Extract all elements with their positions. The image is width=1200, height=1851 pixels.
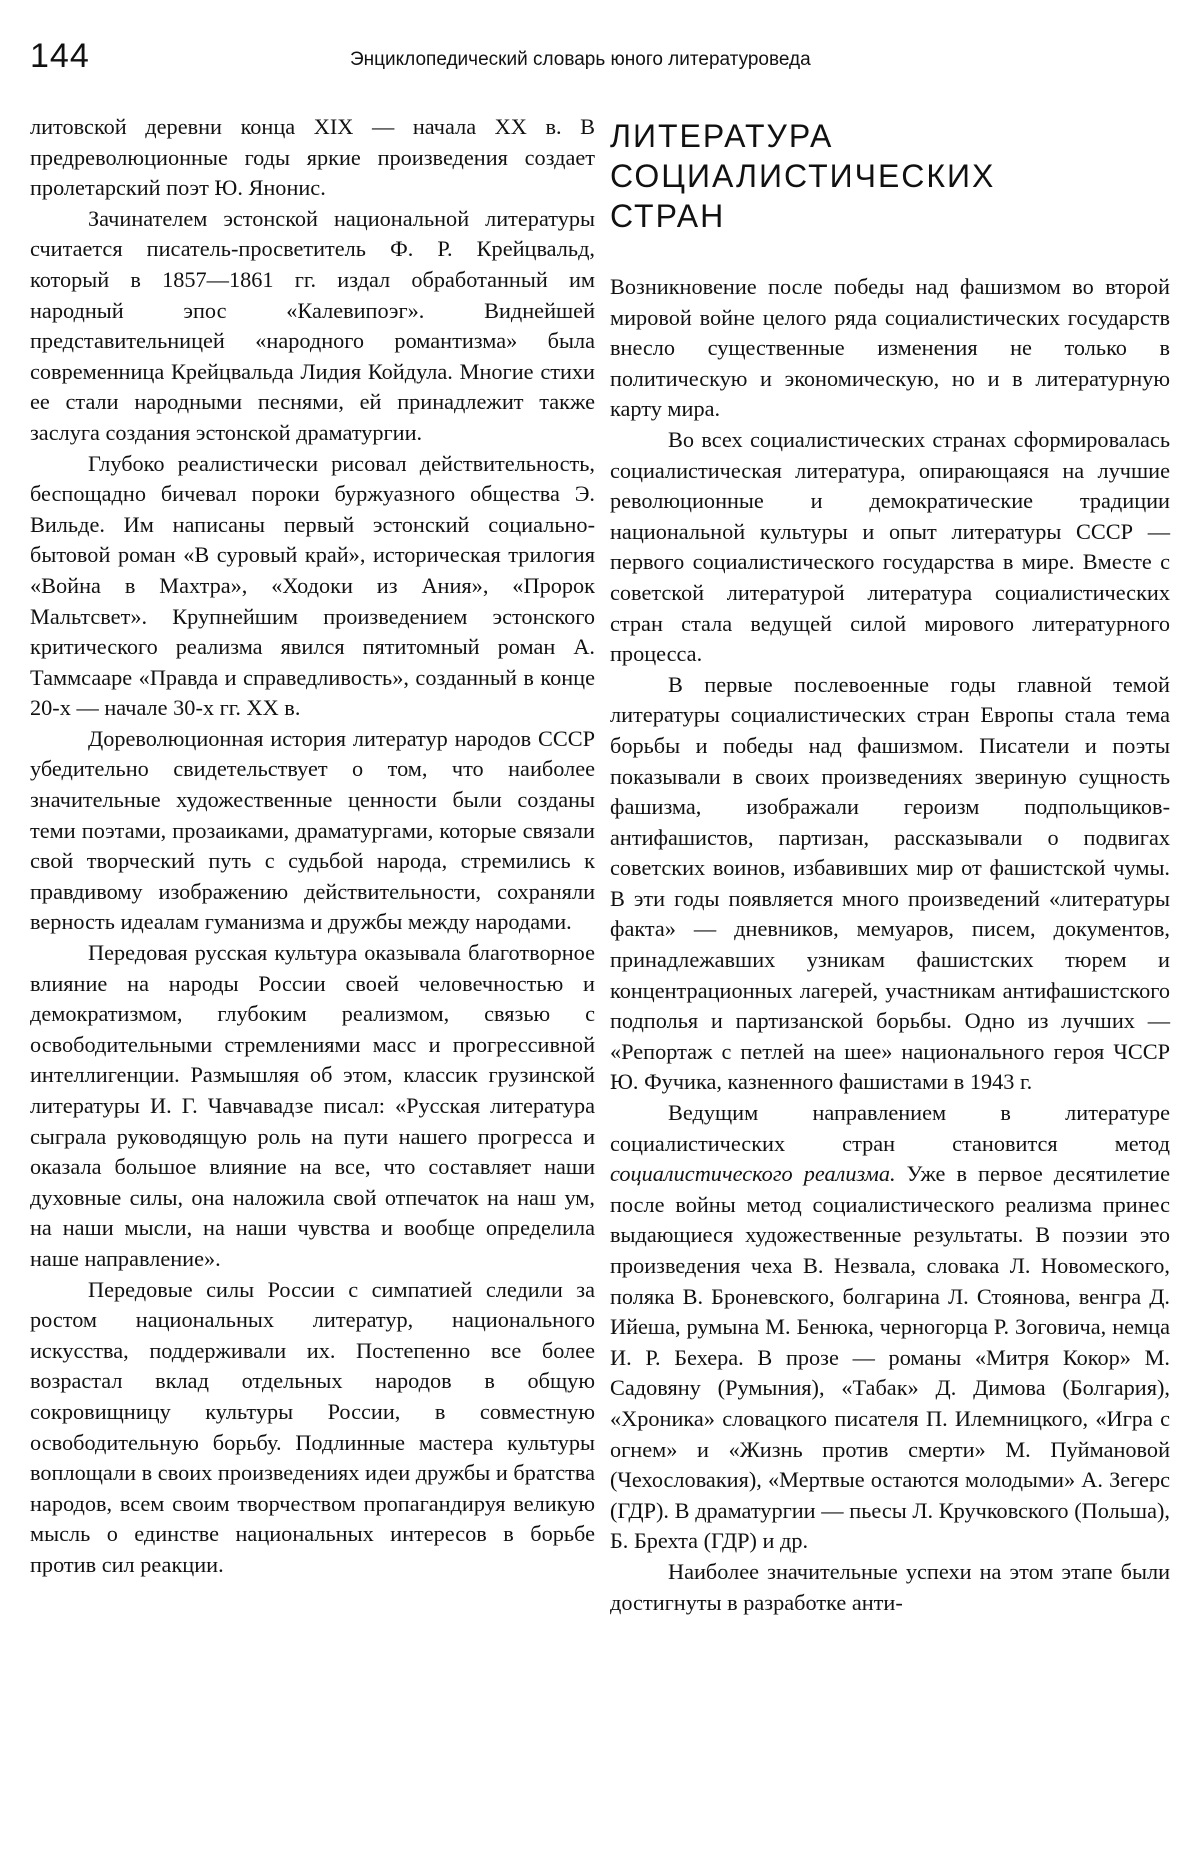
paragraph-text: Ведущим направлением в литературе социалистических стран становится метод xyxy=(610,1100,1170,1156)
italic-term: социалистического реализма. xyxy=(610,1161,896,1187)
paragraph: Дореволюционная история литератур народов СССР убедительно свидетельствует о том, что наиболее значительные художественные ценности были созданы теми поэтами, прозаиками, драматургами, которые связали свой творческий путь с судьбой народа, стремились к правдивому изображению действительности, сохраняли верность идеалам гуманизма и дружбы между народами. xyxy=(30,725,595,935)
running-head: Энциклопедический словарь юного литературоведа xyxy=(350,49,811,70)
paragraph: литовской деревни конца XIX — начала XX в. В предреволюционные годы яркие произведения создает пролетарский поэт Ю. Янонис. xyxy=(30,114,595,201)
paragraph: Зачинателем эстонской национальной литературы считается писатель-просветитель Ф. Р. Крейцвальд, который в 1857—1861 гг. издал обработанный им народный эпос «Калевипоэг». Виднейшей представительницей «народного романтизма» была современница Крейцвальда Лидия Койдула. Многие стихи ее стали народными песнями, ей принадлежит также заслуга создания эстонской драматургии. xyxy=(30,205,595,445)
paragraph-text: Уже в первое десятилетие после войны метод социалистического реализма принес выдающиеся художественные результаты. В поэзии это произведения чеха В. Незвала, словака Л. Новомеского, поляка В. Броневского, болгарина Л. Стоянова, венгра Д. Ийеша, румына М. Бенюка, черногорца Р. Зоговича, немца И. Р. Бехера. В прозе — романы «Митря Кокор» М. Садовяну (Румыния), «Табак» Д. Димова (Болгария), «Хроника» словацкого писателя П. Илемницкого, «Игра с огнем» и «Жизнь против смерти» М. Пуймановой (Чехословакия), «Мертвые остаются молодыми» А. Зегерс (ГДР). В драматургии — пьесы Л. Кручковского (Польша), Б. Брехта (ГДР) и др. xyxy=(610,1161,1170,1554)
article-title-line: СТРАН xyxy=(610,198,726,234)
paragraph: Возникновение после победы над фашизмом во второй мировой войне целого ряда социалистических государств внесло существенные изменения не только в политическую и экономическую, но и в литературную карту мира. xyxy=(610,274,1170,422)
paragraph: Во всех социалистических странах сформировалась социалистическая литература, опирающаяся на лучшие революционные и демократические традиции национальной культуры и опыт литературы СССР — первого социалистического государства в мире. Вместе с советской литературой литература социалистических стран стала ведущей силой мирового литературного процесса. xyxy=(610,426,1170,667)
paragraph: Наиболее значительные успехи на этом этапе были достигнуты в разработке анти- xyxy=(610,1558,1170,1615)
paragraph: Глубоко реалистически рисовал действительность, беспощадно бичевал пороки буржуазного общества Э. Вильде. Им написаны первый эстонский социально-бытовой роман «В суровый край», историческая трилогия «Война в Махтра», «Ходоки из Ания», «Пророк Мальтсвет». Крупнейшим произведением эстонского критического реализма явился пятитомный роман А. Таммсааре «Правда и справедливость», созданный в конце 20-х — начале 30-х гг. XX в. xyxy=(30,450,595,721)
left-column xyxy=(30,112,595,1581)
article-title-line: ЛИТЕРАТУРА xyxy=(610,118,834,154)
article-title xyxy=(610,112,1170,236)
paragraph xyxy=(610,1098,1170,1557)
page-header xyxy=(30,36,1170,86)
paragraph: Передовая русская культура оказывала благотворное влияние на народы России своей человечностью и демократизмом, глубоким реализмом, связью с освободительными стремлениями масс и прогрессивной интеллигенции. Размышляя об этом, классик грузинской литературы И. Г. Чавчавадзе писал: «Русская литература сыграла руководящую роль на пути нашего прогресса и оказала большое влияние на все, что составляет наши духовные силы, она наложила свой отпечаток на наш ум, на наши мысли, на наши чувства и вообще определила наше направление». xyxy=(30,940,595,1271)
right-column xyxy=(610,112,1170,1618)
page-number: 144 xyxy=(30,37,90,75)
article-title-line: СОЦИАЛИСТИЧЕСКИХ xyxy=(610,158,996,194)
paragraph: Передовые силы России с симпатией следили за ростом национальных литератур, национального искусства, поддерживали их. Постепенно все более возрастал вклад отдельных народов в общую сокровищницу культуры России, в совместную освободительную борьбу. Подлинные мастера культуры воплощали в своих произведениях идеи дружбы и братства народов, всем своим творчеством пропагандируя великую мысль о единстве национальных интересов в борьбе против сил реакции. xyxy=(30,1276,595,1577)
paragraph: В первые послевоенные годы главной темой литературы социалистических стран Европы стала тема борьбы и победы над фашизмом. Писатели и поэты показывали в своих произведениях звериную сущность фашизма, изображали героизм подпольщиков-антифашистов, партизан, рассказывали о подвигах советских воинов, избавивших мир от фашистской чумы. В эти годы появляется много произведений «литературы факта» — дневников, мемуаров, писем, документов, принадлежавших узникам фашистских тюрем и концентрационных лагерей, участникам антифашистского подполья и партизанской борьбы. Одно из лучших — «Репортаж с петлей на шее» национального героя ЧССР Ю. Фучика, казненного фашистами в 1943 г. xyxy=(610,671,1170,1095)
